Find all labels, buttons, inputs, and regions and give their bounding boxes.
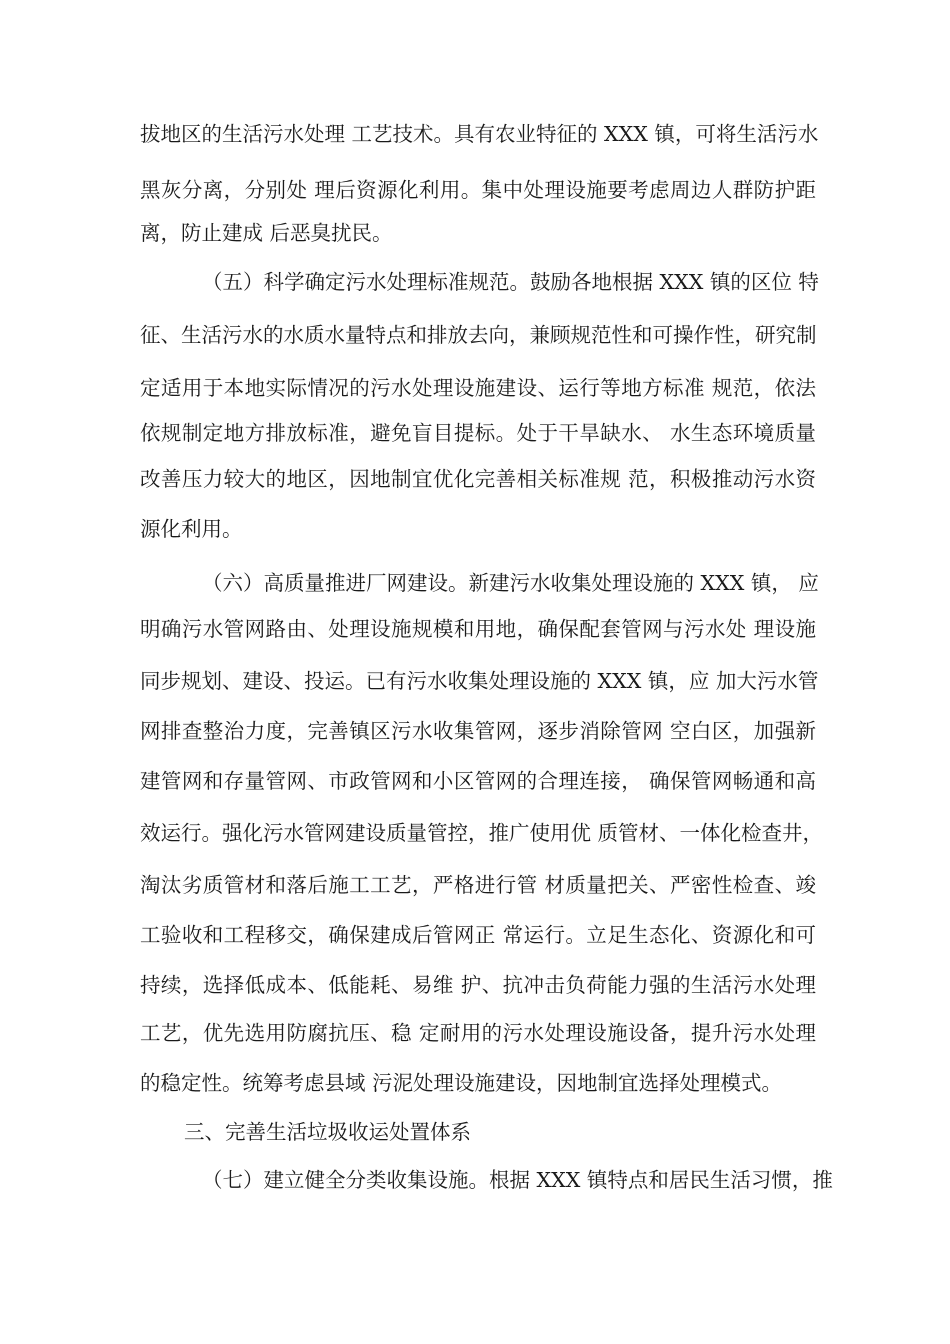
paragraph-line: 工艺，优先选用防腐抗压、稳 定耐用的污水处理设施设备，提升污水处理: [140, 1021, 816, 1045]
paragraph-line: 工验收和工程移交，确保建成后管网正 常运行。立足生态化、资源化和可: [140, 923, 816, 947]
paragraph-line: 的稳定性。统筹考虑县域 污泥处理设施建设，因地制宜选择处理模式。: [140, 1071, 783, 1095]
paragraph-line: 定适用于本地实际情况的污水处理设施建设、运行等地方标准 规范，依法: [140, 376, 816, 400]
paragraph-line: 拔地区的生活污水处理 工艺技术。具有农业特征的 XXX 镇，可将生活污水: [140, 122, 819, 146]
paragraph-line: （六）高质量推进厂网建设。新建污水收集处理设施的 XXX 镇， 应: [202, 571, 819, 595]
paragraph-line: （七）建立健全分类收集设施。根据 XXX 镇特点和居民生活习惯，推: [202, 1168, 833, 1192]
paragraph-line: 黑灰分离，分别处 理后资源化利用。集中处理设施要考虑周边人群防护距: [140, 178, 816, 202]
paragraph-line: 持续，选择低成本、低能耗、易维 护、抗冲击负荷能力强的生活污水处理: [140, 973, 816, 997]
paragraph-line: 淘汰劣质管材和落后施工工艺，严格进行管 材质量把关、严密性检查、竣: [140, 873, 816, 897]
paragraph-line: 同步规划、建设、投运。已有污水收集处理设施的 XXX 镇，应 加大污水管: [140, 669, 819, 693]
paragraph-line: 改善压力较大的地区，因地制宜优化完善相关标准规 范，积极推动污水资: [140, 467, 816, 491]
section-heading: 三、完善生活垃圾收运处置体系: [184, 1120, 471, 1144]
paragraph-line: 建管网和存量管网、市政管网和小区管网的合理连接， 确保管网畅通和高: [140, 769, 816, 793]
paragraph-line: 网排查整治力度，完善镇区污水收集管网，逐步消除管网 空白区，加强新: [140, 719, 816, 743]
paragraph-line: 征、生活污水的水质水量特点和排放去向，兼顾规范性和可操作性，研究制: [140, 323, 817, 347]
paragraph-line: 离，防止建成 后恶臭扰民。: [140, 221, 393, 245]
paragraph-line: 效运行。强化污水管网建设质量管控，推广使用优 质管材、一体化检查井，: [140, 821, 824, 845]
paragraph-line: （五）科学确定污水处理标准规范。鼓励各地根据 XXX 镇的区位 特: [202, 270, 819, 294]
paragraph-line: 源化利用。: [140, 517, 243, 541]
paragraph-line: 明确污水管网路由、处理设施规模和用地，确保配套管网与污水处 理设施: [140, 617, 816, 641]
paragraph-line: 依规制定地方排放标准，避免盲目提标。处于干旱缺水、 水生态环境质量: [140, 421, 816, 445]
